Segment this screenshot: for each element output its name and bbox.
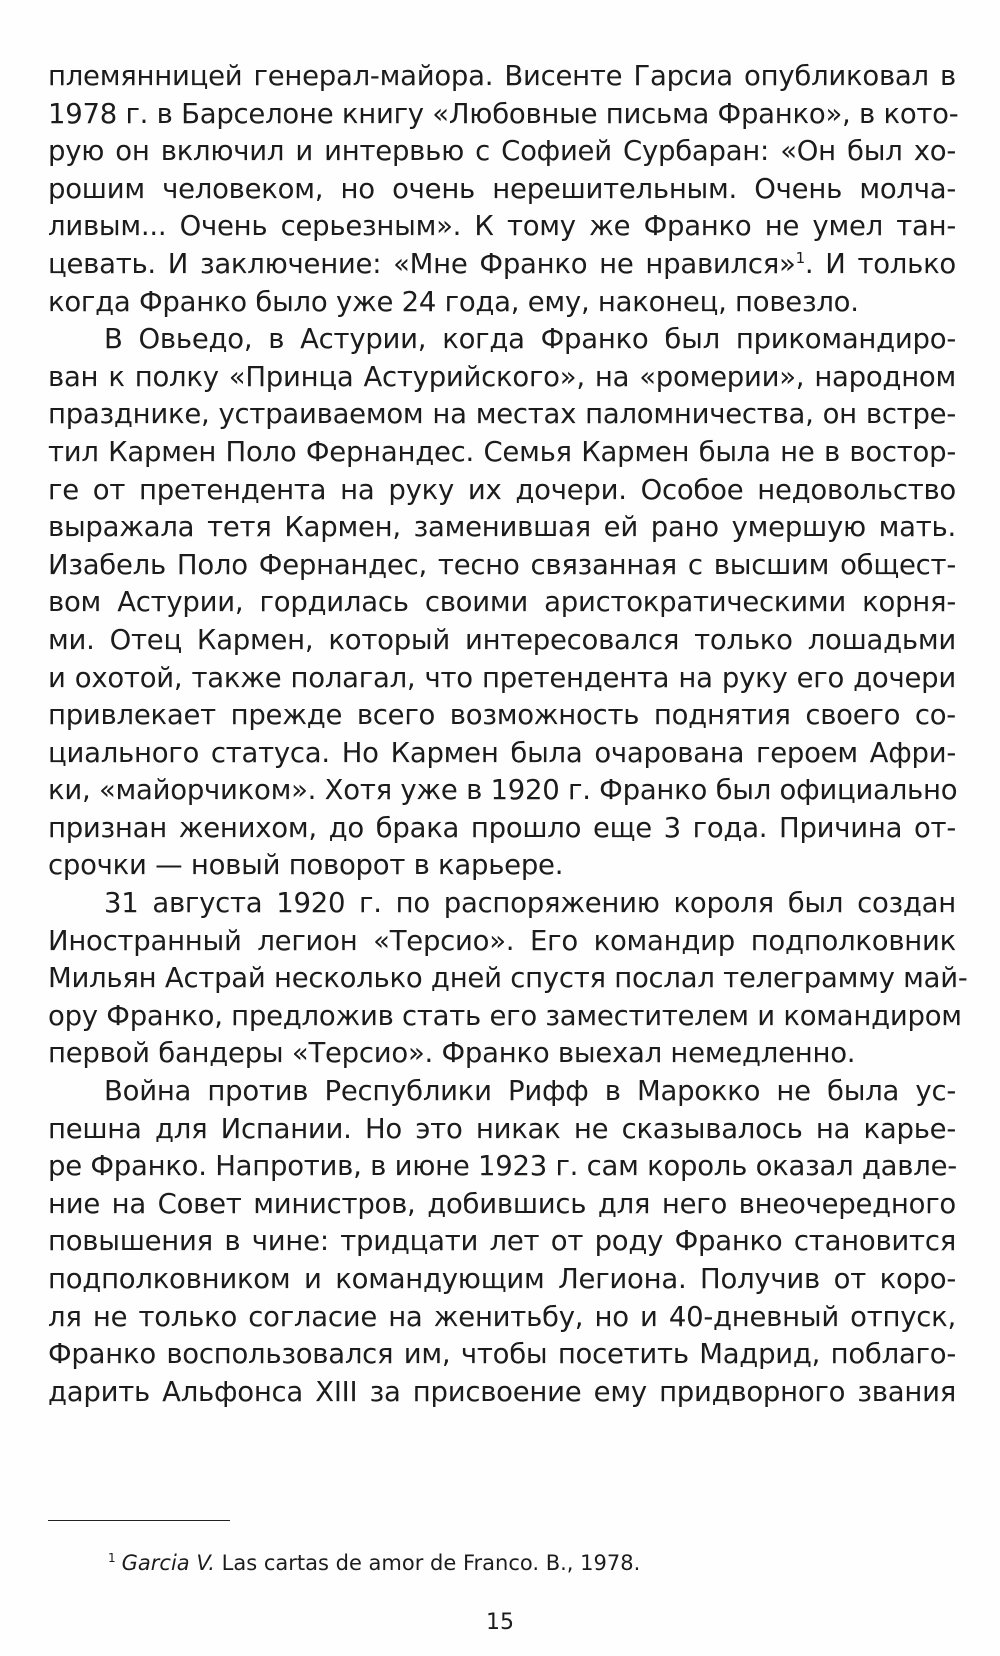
text-line: и охотой, также полагал, что претендента на руку его дочери — [48, 661, 956, 694]
text-line: подполковником и командующим Легиона. Получив от коро- — [48, 1263, 956, 1295]
text-line: первой бандеры «Терсио». Франко выехал немедленно. — [48, 1037, 856, 1070]
footnote-divider — [48, 1520, 230, 1521]
text-fragment: цевать. И заключение: «Мне Франко не нравился» — [48, 247, 796, 280]
text-line: празднике, устраиваемом на местах паломничества, он встре- — [48, 398, 956, 431]
text-line: Изабель Поло Фернандес, тесно связанная с высшим общест- — [48, 548, 956, 581]
footnote-text: Las cartas de amor de Franco. B., 1978. — [221, 1551, 641, 1575]
text-line-with-footnote — [48, 246, 956, 284]
text-line: привлекает прежде всего возможность поднятия своего со- — [48, 699, 956, 732]
footnote-author: Garcia V. — [121, 1551, 215, 1575]
text-line: когда Франко было уже 24 года, ему, наконец, повезло. — [48, 285, 859, 318]
text-line: ние на Совет министров, добившись для него внеочередного — [48, 1187, 956, 1220]
text-line: вом Астурии, гордилась своими аристократическими корня- — [48, 586, 956, 619]
page-number: 15 — [486, 1610, 514, 1635]
text-line: признан женихом, до брака прошло еще 3 года. Причина от- — [48, 811, 956, 844]
text-line: циального статуса. Но Кармен была очарована героем Афри- — [48, 736, 956, 769]
paragraph-3 — [48, 885, 968, 1073]
text-line: пешна для Испании. Но это никак не сказывалось на карье- — [48, 1112, 956, 1145]
footnote-number: 1 — [108, 1551, 116, 1565]
text-line: рую он включил и интервью с Софией Сурбаран: «Он был хо- — [48, 135, 956, 168]
text-line: 1978 г. в Барселоне книгу «Любовные письма Франко», в кото- — [48, 97, 959, 130]
text-line: Война против Республики Рифф в Марокко не была ус- — [104, 1075, 956, 1108]
text-line: дарить Альфонса XIII за присвоение ему придворного звания — [48, 1375, 956, 1408]
text-line: ля не только согласие на женитьбу, но и 40-дневный отпуск, — [48, 1300, 956, 1333]
text-fragment: . И только — [804, 247, 957, 280]
text-line: ге от претендента на руку их дочери. Особое недовольство — [48, 473, 956, 506]
footnote — [108, 1550, 640, 1576]
text-line: повышения в чине: тридцати лет от роду Франко становится — [48, 1225, 956, 1258]
text-line: тил Кармен Поло Фернандес. Семья Кармен была не в востор- — [48, 435, 956, 468]
body-text — [48, 58, 968, 1411]
text-line: рошим человеком, но очень нерешительным. Очень молча- — [48, 172, 956, 205]
text-line: ми. Отец Кармен, который интересовался только лошадьми — [48, 623, 956, 656]
text-line: ору Франко, предложив стать его заместителем и командиром — [48, 999, 962, 1032]
text-line: ре Франко. Напротив, в июне 1923 г. сам король оказал давле- — [48, 1150, 957, 1183]
text-line: Франко воспользовался им, чтобы посетить Мадрид, поблаго- — [48, 1338, 956, 1371]
text-line: племянницей генерал-майора. Висенте Гарсиа опубликовал в — [48, 60, 956, 92]
text-line: Мильян Астрай несколько дней спустя послал телеграмму май- — [48, 962, 968, 995]
paragraph-4 — [48, 1073, 956, 1411]
paragraph-1 — [48, 58, 959, 321]
text-line: ливым... Очень серьезным». К тому же Франко не умел тан- — [48, 210, 956, 243]
text-line: 31 августа 1920 г. по распоряжению короля был создан — [104, 887, 956, 920]
text-line: Иностранный легион «Терсио». Его командир подполковник — [48, 924, 956, 957]
text-line: срочки — новый поворот в карьере. — [48, 849, 564, 882]
footnote-marker: 1 — [795, 248, 805, 267]
text-line: В Овьедо, в Астурии, когда Франко был прикомандиро- — [104, 323, 956, 356]
paragraph-2 — [48, 321, 956, 885]
text-line: ван к полку «Принца Астурийского», на «ромерии», народном — [48, 360, 956, 393]
text-line: выражала тетя Кармен, заменившая ей рано умершую мать. — [48, 511, 956, 544]
text-line: ки, «майорчиком». Хотя уже в 1920 г. Франко был официально — [48, 774, 958, 807]
